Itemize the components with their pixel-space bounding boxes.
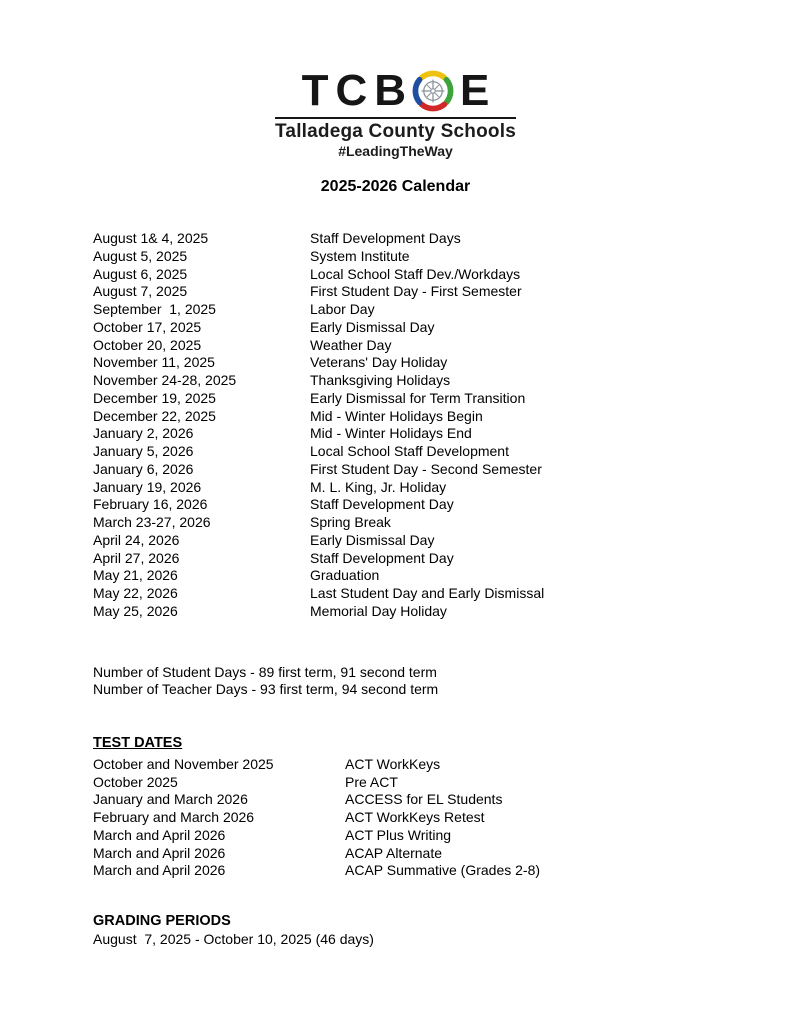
- event-description: M. L. King, Jr. Holiday: [310, 478, 447, 495]
- school-name: Talladega County Schools: [275, 121, 516, 142]
- grading-periods-section: [93, 913, 751, 949]
- event-description: Local School Staff Dev./Workdays: [310, 265, 521, 282]
- event-description: Labor Day: [310, 301, 375, 317]
- day-counts: [93, 664, 751, 700]
- event-date: May 22, 2026: [93, 585, 178, 601]
- calendar-event-row: [93, 390, 751, 408]
- test-date-row: [93, 845, 751, 863]
- event-date: April 24, 2026: [93, 531, 180, 548]
- logo-letter-e: E: [460, 66, 490, 115]
- compass-rose-icon: [422, 80, 445, 103]
- calendar-event-row: [93, 266, 751, 284]
- calendar-event-row: [93, 461, 751, 479]
- calendar-event-row: [93, 567, 751, 585]
- event-date: August 7, 2025: [93, 283, 188, 300]
- calendar-event-row: [93, 354, 751, 372]
- test-dates-heading: TEST DATES: [93, 735, 183, 751]
- event-description: Mid - Winter Holidays End: [310, 425, 472, 442]
- test-date-row: [93, 774, 751, 792]
- logo-arc-right: [446, 80, 450, 103]
- teacher-days-count: Number of Teacher Days - 93 first term, 94 second term: [93, 681, 439, 698]
- event-description: Graduation: [310, 567, 380, 584]
- compass-circle-icon: [411, 69, 455, 113]
- test-date-row: [93, 809, 751, 827]
- logo-arc-left: [415, 80, 419, 103]
- grading-period-item: August 7, 2025 - October 10, 2025 (46 days): [93, 930, 374, 947]
- calendar-event-row: [93, 514, 751, 532]
- event-date: December 22, 2025: [93, 407, 216, 424]
- test-date: March and April 2026: [93, 844, 226, 861]
- event-description: Spring Break: [310, 514, 391, 530]
- test-name: ACAP Alternate: [345, 844, 443, 861]
- logo-arc-bottom: [422, 104, 445, 108]
- calendar-event-row: [93, 283, 751, 301]
- calendar-event-row: [93, 585, 751, 603]
- calendar-event-row: [93, 230, 751, 248]
- test-date-row: [93, 791, 751, 809]
- test-date: October 2025: [93, 773, 178, 790]
- event-description: Weather Day: [310, 336, 392, 353]
- event-date: August 6, 2025: [93, 265, 188, 282]
- event-description: Local School Staff Development: [310, 443, 509, 459]
- event-description: Memorial Day Holiday: [310, 602, 447, 619]
- test-date: March and April 2026: [93, 826, 226, 843]
- calendar-event-row: [93, 532, 751, 550]
- event-date: May 21, 2026: [93, 567, 178, 584]
- event-date: April 27, 2026: [93, 549, 180, 566]
- test-date: March and April 2026: [93, 862, 226, 879]
- event-description: Early Dismissal Day: [310, 531, 435, 548]
- page-title: 2025-2026 Calendar: [320, 178, 471, 195]
- calendar-event-row: [93, 319, 751, 337]
- event-description: Mid - Winter Holidays Begin: [310, 407, 483, 424]
- test-name: ACAP Summative (Grades 2-8): [345, 862, 541, 879]
- calendar-event-row: [93, 248, 751, 266]
- calendar-event-row: [93, 301, 751, 319]
- test-name: ACT WorkKeys Retest: [345, 809, 485, 825]
- grading-periods-list: [93, 931, 751, 949]
- tcboe-logo-wordmark: [275, 68, 516, 114]
- event-date: March 23-27, 2026: [93, 514, 211, 530]
- test-date: January and March 2026: [93, 791, 248, 808]
- test-name: ACT Plus Writing: [345, 826, 452, 843]
- event-date: January 5, 2026: [93, 443, 194, 459]
- event-date: September 1, 2025: [93, 301, 216, 317]
- event-date: January 2, 2026: [93, 425, 194, 442]
- calendar-event-row: [93, 550, 751, 568]
- grading-periods-heading: GRADING PERIODS: [93, 913, 231, 929]
- calendar-event-row: [93, 479, 751, 497]
- logo-arc-top: [422, 73, 445, 77]
- test-date-row: [93, 827, 751, 845]
- calendar-event-row: [93, 408, 751, 426]
- event-description: Early Dismissal Day: [310, 318, 435, 335]
- event-description: System Institute: [310, 247, 410, 264]
- student-days-count: Number of Student Days - 89 first term, 91 second term: [93, 663, 437, 680]
- event-date: October 20, 2025: [93, 336, 202, 353]
- event-date: January 6, 2026: [93, 460, 194, 477]
- event-description: Staff Development Day: [310, 549, 454, 566]
- event-date: December 19, 2025: [93, 389, 216, 406]
- event-description: Staff Development Days: [310, 230, 461, 246]
- tcboe-logo: [275, 68, 516, 159]
- test-dates-list: [93, 756, 751, 880]
- event-date: May 25, 2026: [93, 602, 178, 619]
- calendar-event-row: [93, 337, 751, 355]
- document-header: [0, 0, 791, 196]
- document-body: [93, 230, 751, 949]
- event-description: Thanksgiving Holidays: [310, 372, 451, 388]
- test-date-row: [93, 756, 751, 774]
- event-date: February 16, 2026: [93, 496, 208, 513]
- test-date: February and March 2026: [93, 809, 255, 825]
- event-date: October 17, 2025: [93, 318, 202, 335]
- event-date: November 11, 2025: [93, 354, 215, 371]
- test-date-row: [93, 862, 751, 880]
- event-description: First Student Day - Second Semester: [310, 460, 542, 477]
- calendar-event-row: [93, 496, 751, 514]
- test-date: October and November 2025: [93, 755, 274, 772]
- calendar-event-row: [93, 603, 751, 621]
- test-name: ACCESS for EL Students: [345, 791, 503, 808]
- event-description: Staff Development Day: [310, 496, 454, 513]
- event-date: August 1& 4, 2025: [93, 230, 209, 246]
- calendar-event-list: [93, 230, 751, 621]
- event-date: November 24-28, 2025: [93, 372, 237, 388]
- event-description: Veterans' Day Holiday: [310, 354, 448, 371]
- school-tagline: #LeadingTheWay: [338, 143, 453, 159]
- event-date: August 5, 2025: [93, 247, 188, 264]
- test-name: ACT WorkKeys: [345, 755, 441, 772]
- calendar-event-row: [93, 443, 751, 461]
- event-description: First Student Day - First Semester: [310, 283, 522, 300]
- calendar-event-row: [93, 372, 751, 390]
- event-description: Early Dismissal for Term Transition: [310, 389, 526, 406]
- calendar-event-row: [93, 425, 751, 443]
- event-date: January 19, 2026: [93, 478, 202, 495]
- event-description: Last Student Day and Early Dismissal: [310, 585, 545, 601]
- logo-letters-tcb: TCB: [301, 66, 414, 115]
- test-dates-section: [93, 735, 751, 880]
- logo-divider-line: [275, 117, 516, 119]
- test-name: Pre ACT: [345, 773, 398, 790]
